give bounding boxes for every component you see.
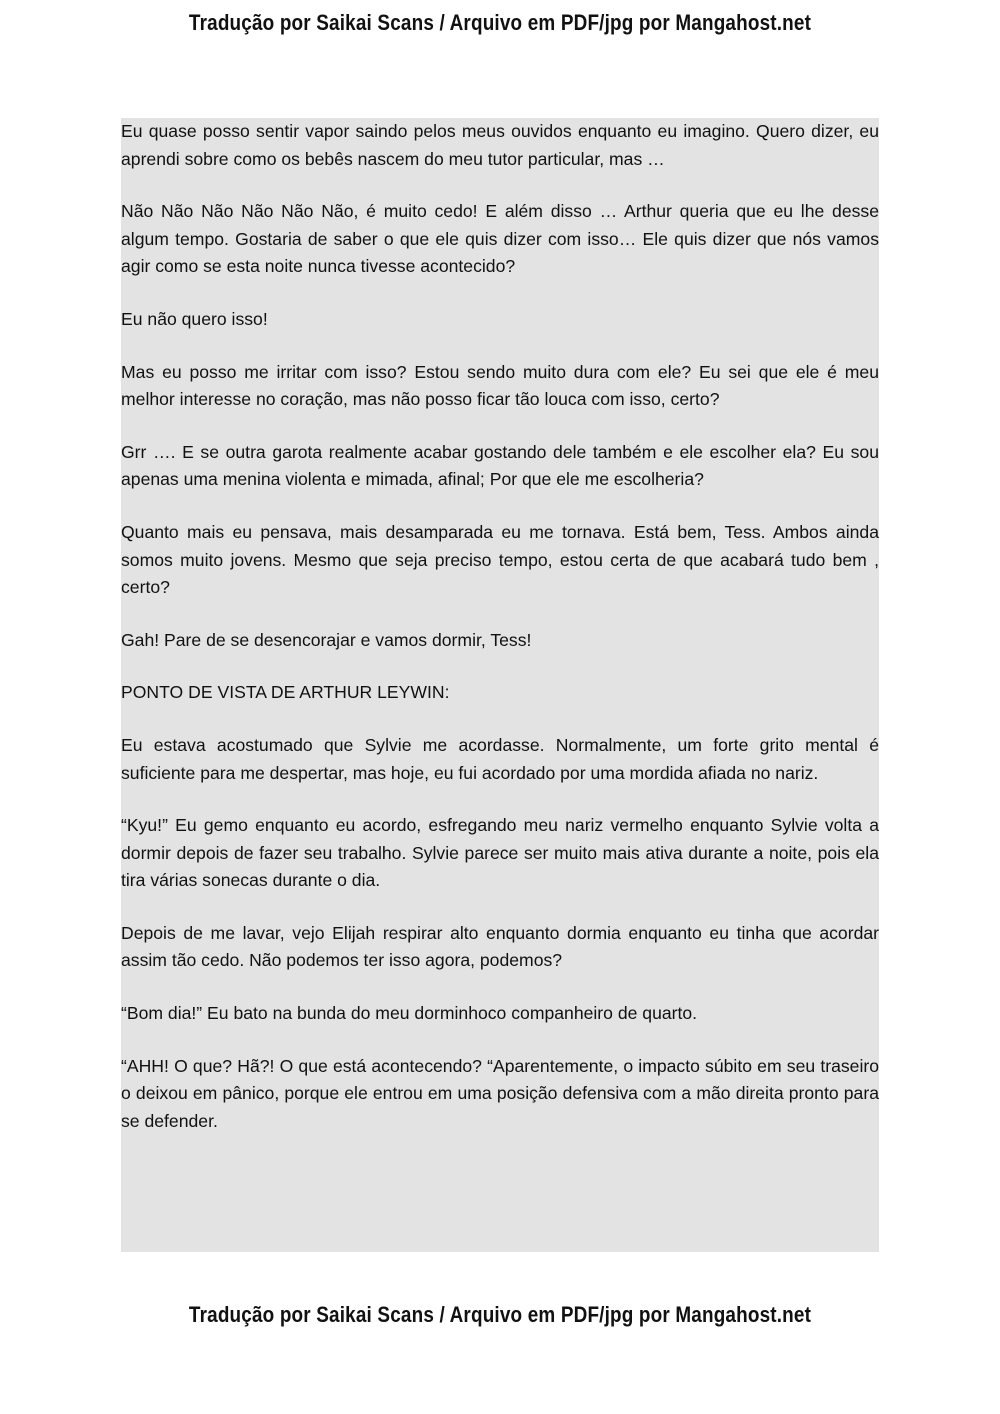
text-block — [121, 118, 879, 1252]
paragraph: Depois de me lavar, vejo Elijah respirar alto enquanto dormia enquanto eu tinha que acordar assim tão cedo. Não podemos ter isso agora, podemos? — [121, 922, 879, 971]
header-credit: Tradução por Saikai Scans / Arquivo em PDF/jpg por Mangahost.net — [188, 10, 812, 35]
footer-credit: Tradução por Saikai Scans / Arquivo em PDF/jpg por Mangahost.net — [188, 1302, 812, 1327]
paragraph: Eu estava acostumado que Sylvie me acordasse. Normalmente, um forte grito mental é suficiente para me despertar, mas hoje, eu fui acordado por uma mordida afiada no nariz. — [121, 734, 879, 783]
paragraph: Mas eu posso me irritar com isso? Estou sendo muito dura com ele? Eu sei que ele é meu melhor interesse no coração, mas não posso ficar tão louca com isso, certo? — [121, 361, 879, 410]
paragraph: “AHH! O que? Hã?! O que está acontecendo? “Aparentemente, o impacto súbito em seu traseiro o deixou em pânico, porque ele entrou em uma posição defensiva com a mão direita pronto para se defender. — [121, 1055, 879, 1131]
paragraph: “Bom dia!” Eu bato na bunda do meu dorminhoco companheiro de quarto. — [121, 1003, 698, 1024]
paragraph: Eu quase posso sentir vapor saindo pelos meus ouvidos enquanto eu imagino. Quero dizer, eu aprendi sobre como os bebês nascem do meu tutor particular, mas … — [121, 121, 879, 169]
paragraph: Não Não Não Não Não Não, é muito cedo! E além disso … Arthur queria que eu lhe desse algum tempo. Gostaria de saber o que ele quis dizer com isso… Ele quis dizer que nós vamos agir como se esta noite nunca tivesse acontecido? — [121, 201, 879, 277]
paragraph: Eu não quero isso! — [121, 308, 268, 329]
section-heading: PONTO DE VISTA DE ARTHUR LEYWIN: — [121, 682, 450, 703]
paragraph: Grr …. E se outra garota realmente acabar gostando dele também e ele escolher ela? Eu sou apenas uma menina violenta e mimada, afinal; Por que ele me escolheria? — [121, 441, 879, 490]
paragraph: Quanto mais eu pensava, mais desamparada eu me tornava. Está bem, Tess. Ambos ainda somos muito jovens. Mesmo que seja preciso tempo, estou certa de que acabará tudo bem , certo? — [121, 521, 879, 598]
paragraph: Gah! Pare de se desencorajar e vamos dormir, Tess! — [121, 629, 532, 650]
paragraph: “Kyu!” Eu gemo enquanto eu acordo, esfregando meu nariz vermelho enquanto Sylvie volta a dormir depois de fazer seu trabalho. Sylvie parece ser muito mais ativa durante a noite, pois ela tira várias sonecas durante o dia. — [121, 815, 879, 891]
